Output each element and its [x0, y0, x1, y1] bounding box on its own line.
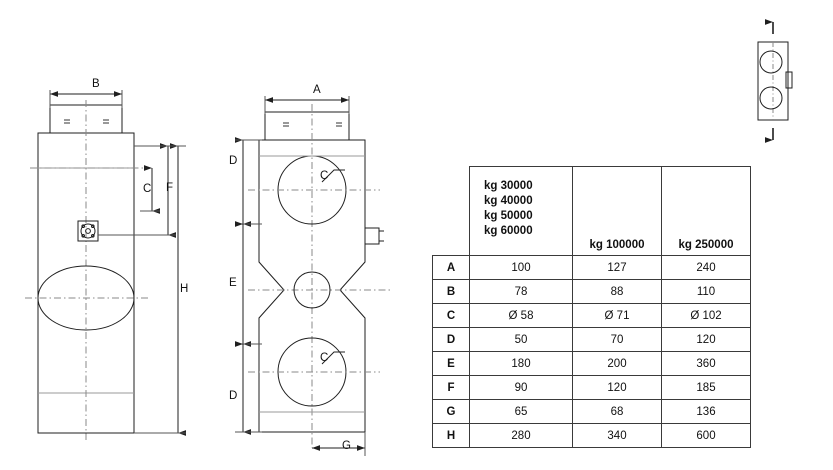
table-row: [433, 328, 751, 352]
side-dim-D-top: [235, 140, 262, 224]
cell-h-col1: 280: [470, 424, 573, 448]
table-header-col1: [470, 167, 573, 256]
table-row: [433, 400, 751, 424]
label-side-E: E: [229, 277, 237, 289]
label-side-A: A: [313, 84, 321, 96]
cell-a-col3: 240: [662, 256, 751, 280]
cell-e-col3: 360: [662, 352, 751, 376]
table-row: [433, 280, 751, 304]
label-side-D-top: D: [229, 155, 238, 167]
cell-f-col2: 120: [573, 376, 662, 400]
label-front-C: C: [143, 183, 152, 195]
table-row: [433, 424, 751, 448]
cell-c-col3: Ø 102: [662, 304, 751, 328]
side-dim-A: [265, 96, 349, 126]
table-header-col2: kg 100000: [573, 167, 662, 256]
specification-table: [432, 166, 751, 448]
cell-d-col3: 120: [662, 328, 751, 352]
front-view-outline: [25, 100, 150, 440]
header-col1-line4: kg 60000: [484, 225, 533, 237]
row-label-a: A: [433, 256, 470, 280]
table-row: [433, 304, 751, 328]
row-label-c: C: [433, 304, 470, 328]
cell-f-col1: 90: [470, 376, 573, 400]
label-front-F: F: [166, 182, 174, 194]
row-label-h: H: [433, 424, 470, 448]
cell-b-col2: 88: [573, 280, 662, 304]
cell-e-col2: 200: [573, 352, 662, 376]
row-label-d: D: [433, 328, 470, 352]
cell-f-col3: 185: [662, 376, 751, 400]
row-label-g: G: [433, 400, 470, 424]
label-side-G: G: [342, 440, 351, 452]
table-header-col3: kg 250000: [662, 167, 751, 256]
table-corner-cell: [433, 167, 470, 256]
row-label-b: B: [433, 280, 470, 304]
label-side-circle-top-C: C: [320, 170, 329, 182]
front-dim-H: [134, 146, 189, 433]
cell-d-col2: 70: [573, 328, 662, 352]
side-view-outline: [248, 104, 392, 448]
cell-g-col2: 68: [573, 400, 662, 424]
cell-c-col1: Ø 58: [470, 304, 573, 328]
table-row: [433, 352, 751, 376]
label-front-H: H: [180, 283, 189, 295]
cell-d-col1: 50: [470, 328, 573, 352]
cell-b-col3: 110: [662, 280, 751, 304]
side-dim-D-bottom: [235, 344, 262, 432]
row-label-e: E: [433, 352, 470, 376]
table-row: [433, 376, 751, 400]
icon-view: [758, 22, 792, 140]
cell-b-col1: 78: [470, 280, 573, 304]
label-front-B: B: [92, 78, 100, 90]
table-row: [433, 256, 751, 280]
cell-g-col3: 136: [662, 400, 751, 424]
front-dim-F: [98, 146, 176, 235]
header-col1-line2: kg 40000: [484, 195, 533, 207]
header-col1-line3: kg 50000: [484, 210, 533, 222]
side-dim-G: [312, 432, 365, 456]
cell-e-col1: 180: [470, 352, 573, 376]
table-header-row: [433, 167, 751, 256]
label-side-D-bottom: D: [229, 390, 238, 402]
header-col1-line1: kg 30000: [484, 180, 533, 192]
cell-a-col1: 100: [470, 256, 573, 280]
cell-h-col3: 600: [662, 424, 751, 448]
cell-c-col2: Ø 71: [573, 304, 662, 328]
cell-g-col1: 65: [470, 400, 573, 424]
side-dim-E: [235, 224, 262, 344]
label-side-circle-bottom-C: C: [320, 352, 329, 364]
row-label-f: F: [433, 376, 470, 400]
cell-a-col2: 127: [573, 256, 662, 280]
cell-h-col2: 340: [573, 424, 662, 448]
